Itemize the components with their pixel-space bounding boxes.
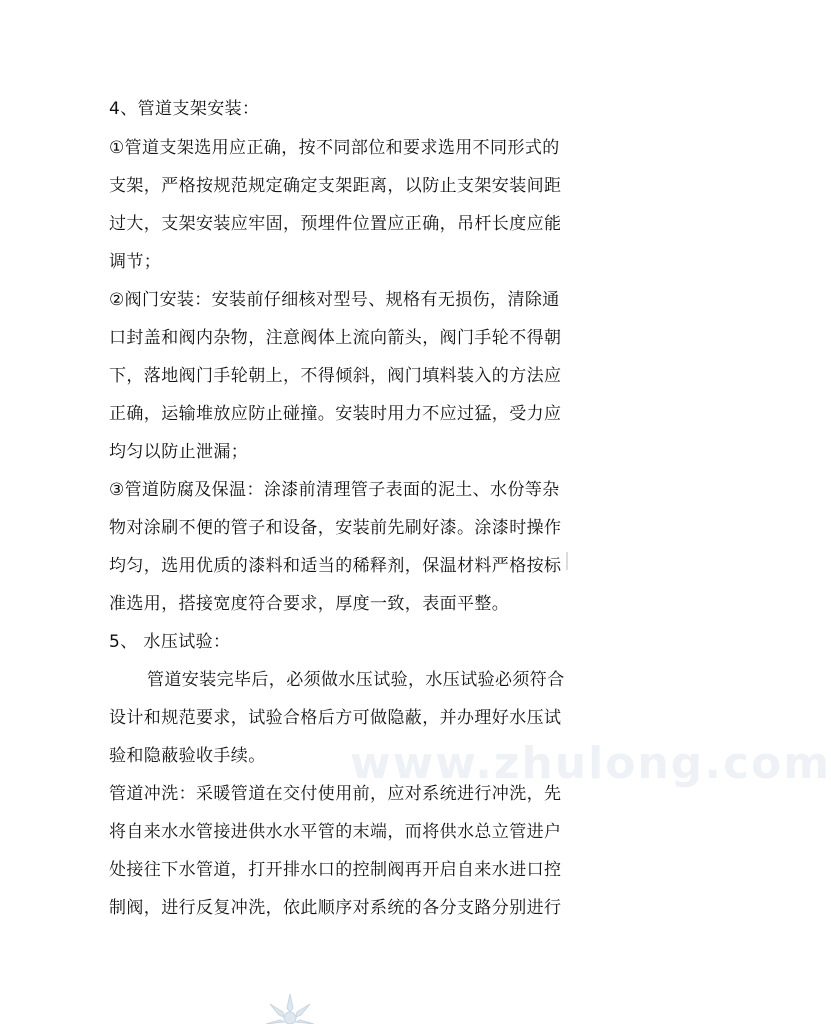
paragraph-line: 下，落地阀门手轮朝上，不得倾斜，阀门填料装入的方法应	[109, 366, 562, 386]
heading-pressure-test: 5、 水压试验：	[109, 632, 231, 652]
snowflake-logo-icon	[262, 990, 318, 1024]
paragraph-line: 将自来水水管接进供水水平管的末端，而将供水总立管进户	[109, 822, 562, 842]
paragraph-line: 调节；	[109, 252, 162, 272]
paragraph-line: 物对涂刷不便的管子和设备，安装前先刷好漆。涂漆时操作	[109, 518, 562, 538]
paragraph-line: 处接往下水管道，打开排水口的控制阀再开启自来水进口控	[109, 860, 562, 880]
paragraph-line: 过大，支架安装应牢固，预埋件位置应正确，吊杆长度应能	[109, 214, 562, 234]
paragraph-line: ③管道防腐及保温：涂漆前清理管子表面的泥土、水份等杂	[109, 480, 560, 500]
paragraph-line: 口封盖和阀内杂物，注意阀体上流向箭头，阀门手轮不得朝	[109, 328, 562, 348]
paragraph-line: 均匀，选用优质的漆料和适当的稀释剂，保温材料严格按标	[109, 556, 562, 576]
paragraph-line: 准选用，搭接宽度符合要求，厚度一致，表面平整。	[109, 594, 510, 614]
paragraph-line: 验和隐蔽验收手续。	[109, 746, 266, 766]
paragraph-line: 支架，严格按规范规定确定支架距离，以防止支架安装间距	[109, 176, 562, 196]
paragraph-line: ①管道支架选用应正确，按不同部位和要求选用不同形式的	[109, 138, 560, 158]
paragraph-line: 管道安装完毕后，必须做水压试验，水压试验必须符合	[147, 670, 565, 690]
margin-mark	[566, 552, 568, 570]
paragraph-line: 管道冲洗：采暖管道在交付使用前，应对系统进行冲洗，先	[109, 784, 562, 804]
paragraph-line: 正确，运输堆放应防止碰撞。安装时用力不应过猛，受力应	[109, 404, 562, 424]
heading-pipe-support: 4、管道支架安装：	[109, 99, 260, 119]
paragraph-line: 均匀以防止泄漏；	[109, 442, 249, 462]
paragraph-line: 设计和规范要求，试验合格后方可做隐蔽，并办理好水压试	[109, 708, 562, 728]
paragraph-line: ②阀门安装：安装前仔细核对型号、规格有无损伤，清除通	[109, 290, 560, 310]
watermark: www.zhulong.com	[350, 738, 831, 789]
paragraph-line: 制阀，进行反复冲洗，依此顺序对系统的各分支路分别进行	[109, 898, 562, 918]
